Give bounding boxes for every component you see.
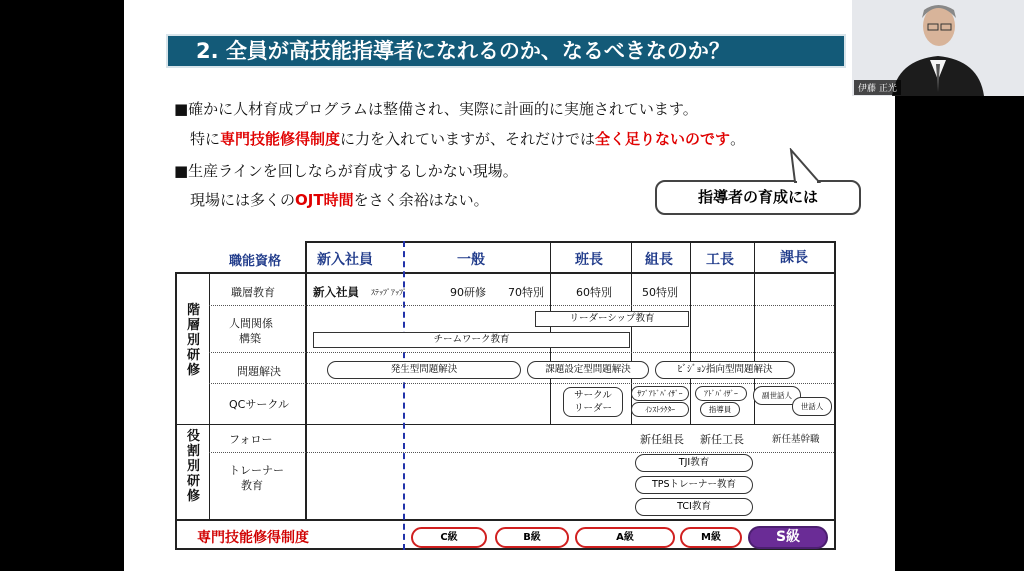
sub-advisor: ｻﾌﾞｱﾄﾞﾊﾞｲｻﾞｰ <box>631 386 689 401</box>
shinnin-kumicho: 新任組長 <box>640 433 684 446</box>
slide-title: 2. 全員が高技能指導者になれるのか、なるべきなのか？ <box>166 34 846 68</box>
bullet-1-line-2: 特に専門技能修得制度に力を入れていますが、それだけでは全く足りないのです。 <box>190 130 746 148</box>
grade-c: C級 <box>411 527 487 548</box>
kenshu-90: 90研修 <box>450 286 486 299</box>
row-ningen-2: 構築 <box>239 332 261 345</box>
col-kocho: 工長 <box>706 252 734 268</box>
col-hancho: 班長 <box>575 252 603 268</box>
col-kumicho: 組長 <box>645 252 673 268</box>
row-ningen: 人間関係 <box>229 317 273 330</box>
row-shokusou: 職層教育 <box>231 286 275 299</box>
grade-b: B級 <box>495 527 569 548</box>
mondai-pill-3: ﾋﾞｼﾞｮﾝ指向型問題解決 <box>655 361 795 379</box>
shinnin-kikan: 新任基幹職 <box>772 434 820 445</box>
kenshu-70: 70特別 <box>508 286 544 299</box>
tci-pill: TCI教育 <box>635 498 753 516</box>
shinnin-kocho: 新任工長 <box>700 433 744 446</box>
col-shinnyu: 新入社員 <box>317 252 373 268</box>
callout-box: 指導者の育成には <box>655 180 861 215</box>
row-follow: フォロー <box>229 433 273 446</box>
callout-pointer <box>789 148 829 184</box>
advisor: ｱﾄﾞﾊﾞｲｻﾞｰ <box>695 386 747 401</box>
tji-pill: TJI教育 <box>635 454 753 472</box>
kenshu-50: 50特別 <box>642 286 678 299</box>
row-trainer-2: 教育 <box>241 479 263 492</box>
grade-a: A級 <box>575 527 675 548</box>
grade-m: M級 <box>680 527 742 548</box>
bullet-2: ■生産ラインを回しならが育成するしかない現場。 <box>174 162 518 180</box>
bullet-1: ■確かに人材育成プログラムは整備され、実際に計画的に実施されています。 <box>174 100 698 118</box>
circle-leader: サークル リーダー <box>563 387 623 417</box>
tps-pill: TPSトレーナー教育 <box>635 476 753 494</box>
group-kaisou: 階 層 別 研 修 <box>187 303 201 378</box>
teamwork-bar: チームワーク教育 <box>313 332 630 348</box>
sewanin: 世話人 <box>792 397 832 416</box>
speaker-name: 伊藤 正光 <box>854 80 901 95</box>
row-qc: QCサークル <box>229 398 290 411</box>
step-up: ｽﾃｯﾌﾟｱｯﾌﾟ <box>371 288 407 297</box>
training-table <box>175 241 836 550</box>
shinnyu-shain: 新入社員 <box>313 285 359 299</box>
fuku-sewanin: 副世話人 <box>753 386 801 405</box>
mondai-pill-1: 発生型問題解決 <box>327 361 521 379</box>
mondai-pill-2: 課題設定型問題解決 <box>527 361 649 379</box>
shidouin: 指導員 <box>700 402 740 417</box>
leadership-bar: リーダーシップ教育 <box>535 311 689 327</box>
seido-label: 専門技能修得制度 <box>197 530 309 546</box>
col-ippan: 一般 <box>457 252 485 268</box>
bullet-2-line-2: 現場には多くのOJT時間をさく余裕はない。 <box>190 191 489 209</box>
header-label: 職能資格 <box>229 254 282 269</box>
group-yakuwari: 役 割 別 研 修 <box>187 429 201 504</box>
row-mondai: 問題解決 <box>237 365 281 378</box>
col-kacho: 課長 <box>780 250 808 266</box>
video-thumbnail[interactable] <box>852 0 1024 96</box>
row-trainer: トレーナー <box>229 464 284 477</box>
slide <box>124 0 895 571</box>
grade-s: S級 <box>748 526 828 549</box>
instructor: ｲﾝｽﾄﾗｸﾀｰ <box>631 402 689 417</box>
kenshu-60: 60特別 <box>576 286 612 299</box>
